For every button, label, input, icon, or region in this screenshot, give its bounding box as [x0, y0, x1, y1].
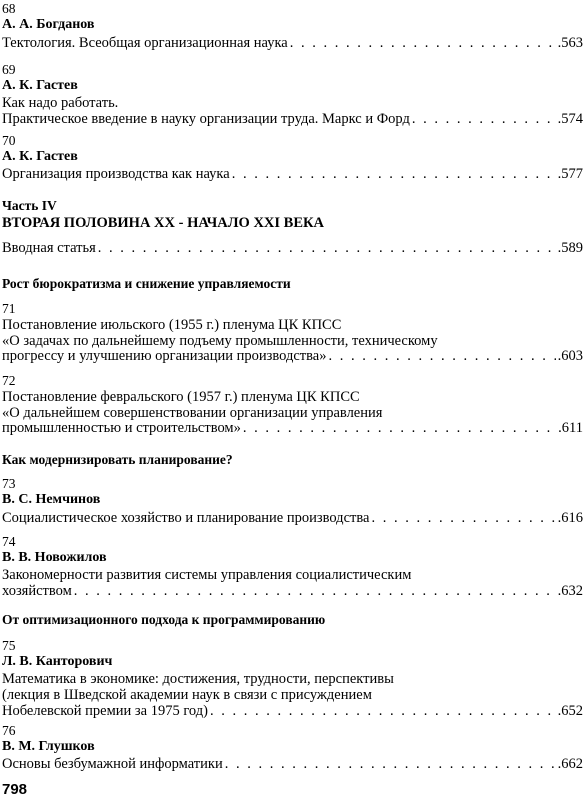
entry-author: Л. В. Канторович — [2, 654, 113, 669]
toc-entry[interactable] — [2, 111, 583, 127]
entry-number: 76 — [2, 723, 16, 738]
toc-entry[interactable] — [2, 756, 583, 772]
part-label: Часть IV — [2, 198, 57, 213]
dot-leader — [225, 756, 556, 772]
entry-title-line: Постановление февральского (1957 г.) пленума ЦК КПСС — [2, 389, 360, 405]
entry-title: хозяйством — [2, 583, 72, 599]
page-number: .616 — [557, 510, 583, 526]
toc-entry[interactable] — [2, 703, 583, 719]
toc-entry[interactable] — [2, 348, 583, 364]
page-number: .652 — [557, 703, 583, 719]
page-number: .662 — [557, 756, 583, 772]
dot-leader — [412, 111, 556, 127]
dot-leader — [74, 583, 556, 599]
entry-title-line: «О дальнейшем совершенствовании организации управления — [2, 405, 383, 421]
page-number: .574 — [557, 111, 583, 127]
page-number: .577 — [557, 166, 583, 182]
dot-leader — [290, 35, 556, 51]
dot-leader — [371, 510, 555, 526]
dot-leader — [243, 420, 556, 436]
entry-title: Организация производства как наука — [2, 166, 230, 182]
toc-entry[interactable] — [2, 166, 583, 182]
toc-entry[interactable] — [2, 35, 583, 51]
page-number: .611 — [558, 420, 583, 436]
dot-leader — [232, 166, 556, 182]
part-title: ВТОРАЯ ПОЛОВИНА XX - НАЧАЛО XXI ВЕКА — [2, 215, 324, 231]
dot-leader — [98, 240, 556, 256]
entry-title: Социалистическое хозяйство и планирование производства — [2, 510, 370, 526]
toc-entry[interactable] — [2, 510, 583, 526]
dot-leader — [210, 703, 556, 719]
page-number: .563 — [557, 35, 583, 51]
entry-title-line: Математика в экономике: достижения, трудности, перспективы — [2, 671, 394, 687]
entry-title-line: Как надо работать. — [2, 95, 119, 111]
entry-title: Основы безбумажной информатики — [2, 756, 223, 772]
entry-number: 72 — [2, 373, 16, 388]
page-folio: 798 — [2, 781, 28, 798]
entry-number: 70 — [2, 133, 16, 148]
entry-number: 73 — [2, 476, 16, 491]
section-heading: Как модернизировать планирование? — [2, 452, 233, 467]
entry-title: прогрессу и улучшению организации производства» — [2, 348, 327, 364]
page-number: .632 — [557, 583, 583, 599]
entry-author: В. М. Глушков — [2, 739, 95, 754]
entry-author: А. А. Богданов — [2, 17, 95, 32]
toc-entry[interactable] — [2, 240, 583, 256]
entry-title: Вводная статья — [2, 240, 96, 256]
entry-title: Тектология. Всеобщая организационная наука — [2, 35, 288, 51]
dot-leader — [328, 348, 555, 364]
entry-number: 69 — [2, 62, 16, 77]
entry-title-line: (лекция в Шведской академии наук в связи с присуждением — [2, 687, 372, 703]
toc-entry[interactable] — [2, 420, 583, 436]
entry-title-line: Закономерности развития системы управления социалистическим — [2, 567, 412, 583]
entry-title: Практическое введение в науку организации труда. Маркс и Форд — [2, 111, 410, 127]
entry-author: А. К. Гастев — [2, 149, 78, 164]
page-number: .589 — [557, 240, 583, 256]
entry-title: промышленностью и строительством» — [2, 420, 241, 436]
entry-author: В. С. Немчинов — [2, 492, 101, 507]
entry-author: В. В. Новожилов — [2, 550, 107, 565]
entry-title-line: Постановление июльского (1955 г.) пленума ЦК КПСС — [2, 317, 342, 333]
toc-entry[interactable] — [2, 583, 583, 599]
section-heading: Рост бюрократизма и снижение управляемости — [2, 276, 291, 291]
entry-number: 75 — [2, 638, 16, 653]
entry-author: А. К. Гастев — [2, 78, 78, 93]
section-heading: От оптимизационного подхода к программированию — [2, 612, 326, 627]
entry-title: Нобелевской премии за 1975 год) — [2, 703, 208, 719]
page-number: .603 — [557, 348, 583, 364]
entry-number: 74 — [2, 534, 16, 549]
entry-title-line: «О задачах по дальнейшему подъему промышленности, техническому — [2, 333, 438, 349]
entry-number: 71 — [2, 301, 16, 316]
entry-number: 68 — [2, 1, 16, 16]
